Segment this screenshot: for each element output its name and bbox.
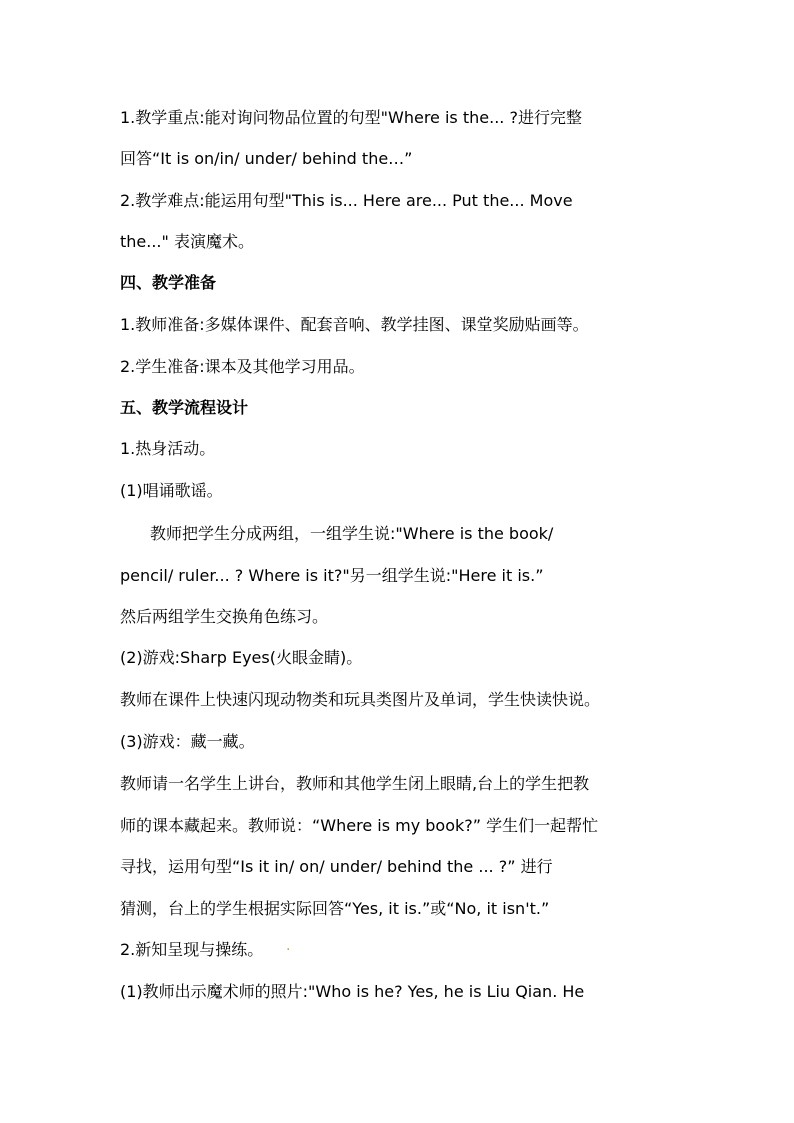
text-line: (2)游戏:Sharp Eyes(火眼金睛)。 <box>120 648 363 667</box>
section-heading: 五、教学流程设计 <box>120 398 249 417</box>
text-line: 1.热身活动。 <box>120 439 216 458</box>
text-line: 2.教学难点:能运用句型"This is... Here are... Put the... Move <box>120 191 573 210</box>
text-line: (3)游戏：藏一藏。 <box>120 732 255 751</box>
marker-dot: . <box>286 938 291 954</box>
text-line: 猜测，台上的学生根据实际回答“Yes, it is.”或“No, it isn't.” <box>120 899 550 918</box>
text-line: 师的课本藏起来。教师说：“Where is my book?” 学生们一起帮忙 <box>120 816 599 835</box>
section-heading: 四、教学准备 <box>120 273 217 292</box>
text-line: (1)教师出示魔术师的照片:"Who is he? Yes, he is Liu Qian. He <box>120 982 585 1001</box>
text-line: 教师在课件上快速闪现动物类和玩具类图片及单词，学生快读快说。 <box>120 690 601 709</box>
text-line: 回答“It is on/in/ under/ behind the…” <box>120 149 413 168</box>
text-line: 教师请一名学生上讲台，教师和其他学生闭上眼睛,台上的学生把教 <box>120 774 590 793</box>
text-line: the..." 表演魔术。 <box>120 232 254 251</box>
text-line: (1)唱诵歌谣。 <box>120 481 223 500</box>
text-line: 寻找，运用句型“Is it in/ on/ under/ behind the ... ?” 进行 <box>120 857 553 876</box>
text-line: 1.教学重点:能对询问物品位置的句型"Where is the... ?进行完整 <box>120 108 582 127</box>
text-line: 2.学生准备:课本及其他学习用品。 <box>120 357 365 376</box>
text-line: 然后两组学生交换角色练习。 <box>120 607 329 626</box>
text-line: 教师把学生分成两组，一组学生说:"Where is the book/ <box>150 524 554 543</box>
text-line: pencil/ ruler... ? Where is it?"另一组学生说:"Here it is.” <box>120 566 544 585</box>
text-line: 2.新知呈现与操练。 <box>120 940 264 959</box>
text-line: 1.教师准备:多媒体课件、配套音响、教学挂图、课堂奖励贴画等。 <box>120 315 589 334</box>
